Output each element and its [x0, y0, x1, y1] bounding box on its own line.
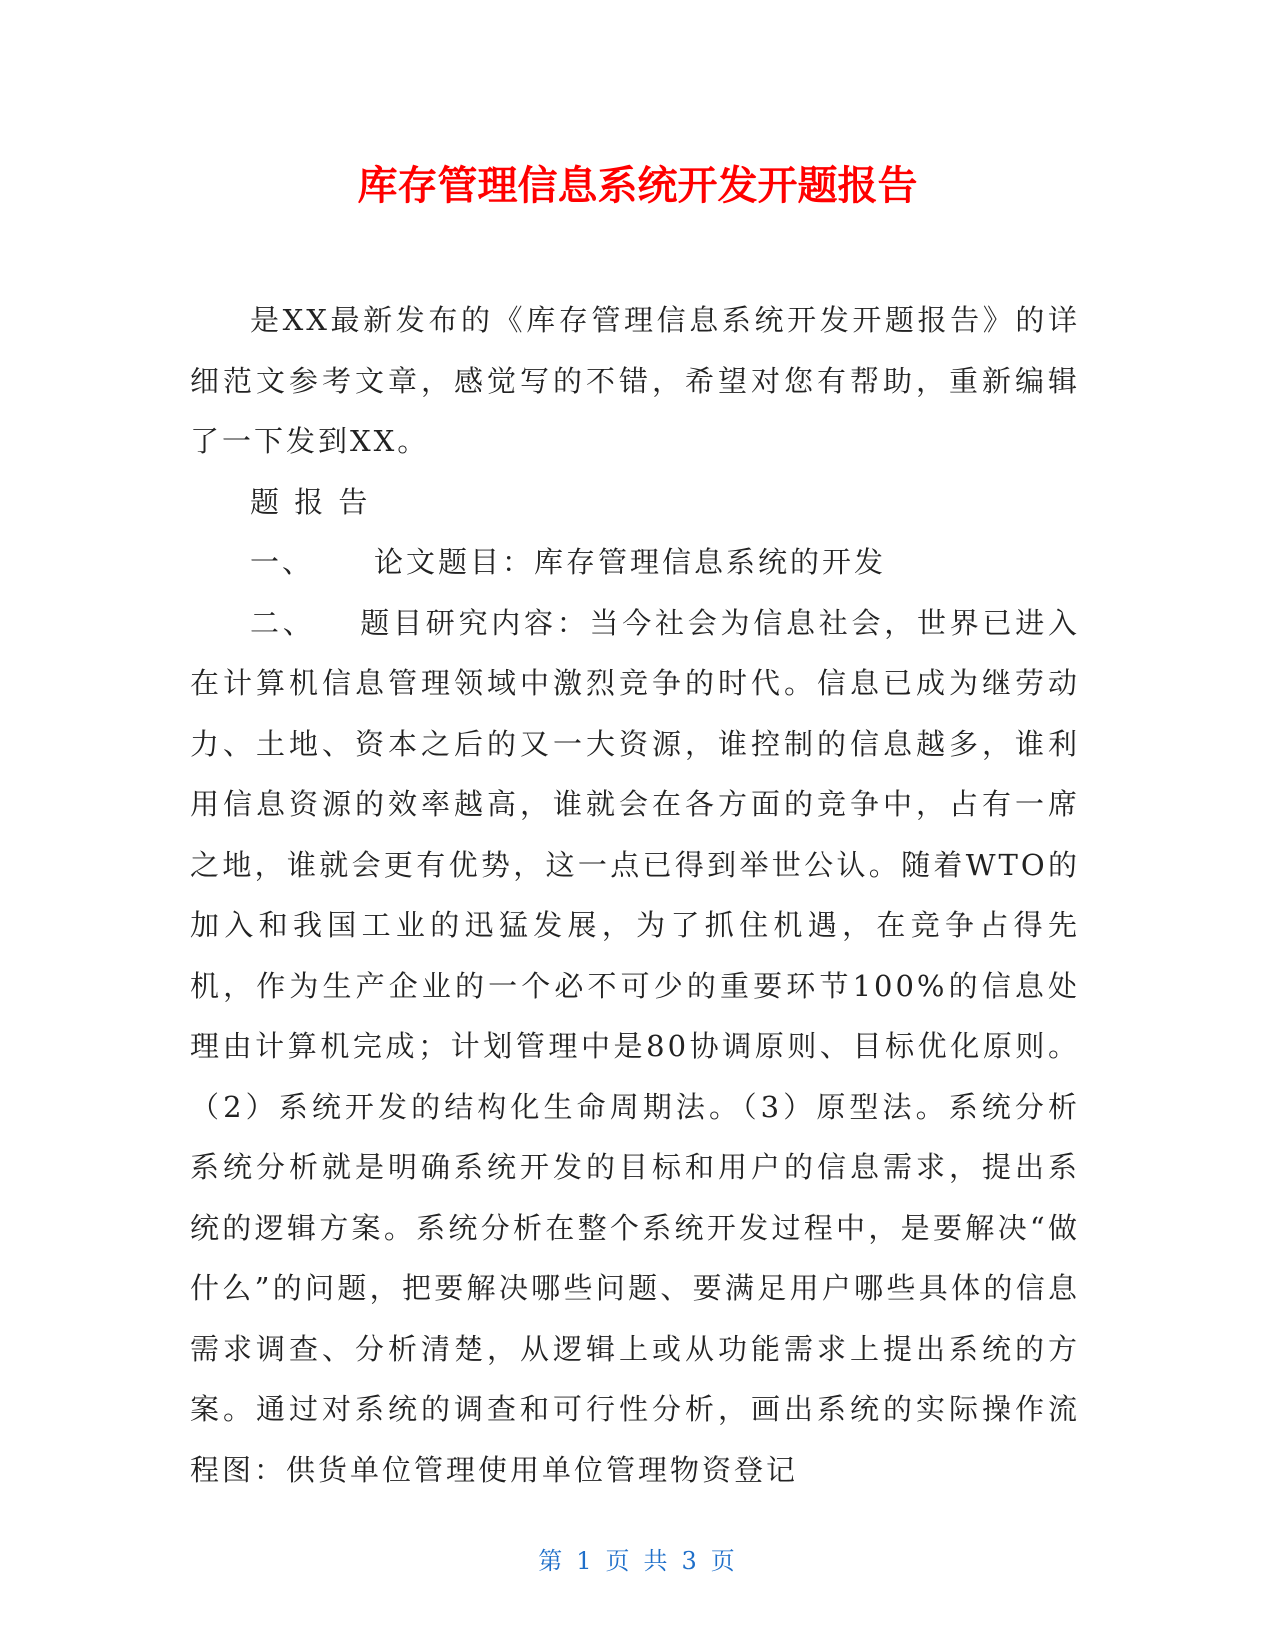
- item-1-text: 论文题目：库存管理信息系统的开发: [374, 545, 887, 579]
- document-body: [190, 290, 1080, 1500]
- paragraph-heading: 题 报 告: [250, 484, 371, 519]
- item-1-number: 一、: [250, 545, 315, 579]
- item-2-text: 题目研究内容：当今社会为信息社会，世界已进入在计算机信息管理领域中激烈竞争的时代。信息已成为继劳动力、土地、资本之后的又一大资源，谁控制的信息越多，谁利用信息资源的效率越高，谁就会在各方面的竞争中，占有一席之地，谁就会更有优势，这一点已得到举世公认。随着WTO的加入和我国工业的迅猛发展，为了抓住机遇，在竞争占得先机，作为生产企业的一个必不可少的重要环节100%的信息处理由计算机完成；计划管理中是80协调原则、目标优化原则。（2）系统开发的结构化生命周期法。（3）原型法。系统分析系统分析就是明确系统开发的目标和用户的信息需求，提出系统的逻辑方案。系统分析在整个系统开发过程中，是要解决“做什么”的问题，把要解决哪些问题、要满足用户哪些具体的信息需求调查、分析清楚，从逻辑上或从功能需求上提出系统的方案。通过对系统的调查和可行性分析，画出系统的实际操作流程图：供货单位管理使用单位管理物资登记: [190, 605, 1080, 1487]
- footer-label-2: 页: [605, 1547, 632, 1575]
- footer-page-total: 3: [681, 1547, 699, 1575]
- footer-page-current: 1: [576, 1547, 594, 1575]
- paragraph-item-1: [190, 532, 1080, 593]
- paragraph-item-2: [190, 593, 1080, 1501]
- footer-label-4: 页: [710, 1547, 737, 1575]
- document-title: 库存管理信息系统开发开题报告: [357, 163, 918, 209]
- page-footer: [0, 1545, 1275, 1577]
- footer-label-3: 共: [643, 1547, 670, 1575]
- paragraph-intro: 是XX最新发布的《库存管理信息系统开发开题报告》的详细范文参考文章，感觉写的不错，希望对您有帮助，重新编辑了一下发到XX。: [190, 303, 1080, 458]
- footer-label-1: 第: [538, 1547, 565, 1575]
- item-2-number: 二、: [250, 605, 316, 640]
